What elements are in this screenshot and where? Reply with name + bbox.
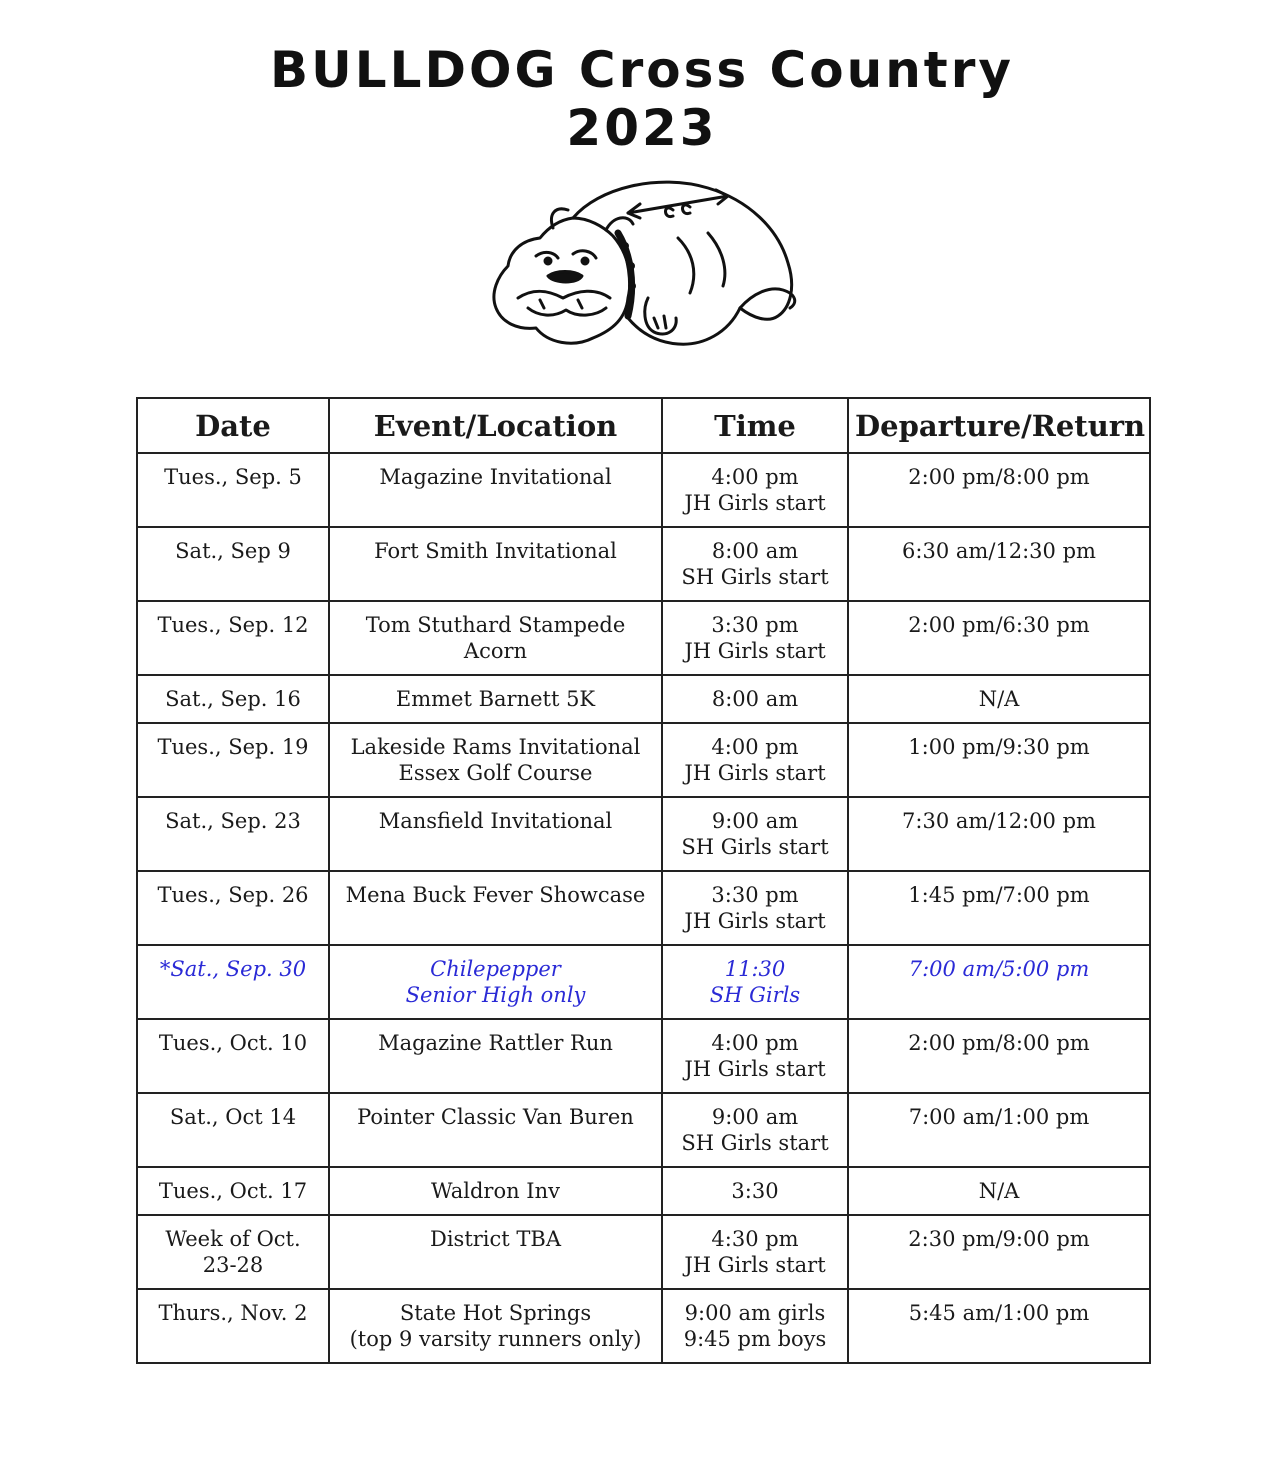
cell-event-line: Essex Golf Course bbox=[398, 761, 593, 785]
cell-time-line: 4:00 pm bbox=[711, 1031, 799, 1055]
cell-date-line: 23-28 bbox=[202, 1253, 264, 1277]
column-header-date: Date bbox=[137, 398, 329, 453]
cell-event-line: District TBA bbox=[429, 1227, 561, 1251]
cell-date bbox=[137, 1019, 329, 1093]
cell-event-line: State Hot Springs bbox=[399, 1301, 592, 1325]
cell-event-line: Mena Buck Fever Showcase bbox=[345, 883, 646, 907]
cell-departure bbox=[848, 723, 1150, 797]
table-row bbox=[137, 1019, 1150, 1093]
cell-event bbox=[329, 601, 662, 675]
schedule-table bbox=[136, 397, 1151, 1364]
cell-date bbox=[137, 945, 329, 1019]
cell-event bbox=[329, 1019, 662, 1093]
cell-event-line: Chilepepper bbox=[430, 957, 561, 981]
table-row bbox=[137, 797, 1150, 871]
schedule-body bbox=[137, 453, 1150, 1363]
cell-date-line: Sat., Sep. 23 bbox=[165, 809, 301, 833]
cell-time bbox=[662, 1215, 848, 1289]
cell-event-line: (top 9 varsity runners only) bbox=[349, 1327, 642, 1351]
cell-date bbox=[137, 1289, 329, 1363]
cell-time-line: JH Girls start bbox=[684, 1253, 826, 1277]
cell-time-line: JH Girls start bbox=[684, 491, 826, 515]
cell-time bbox=[662, 527, 848, 601]
cell-event bbox=[329, 1289, 662, 1363]
cell-time-line: 8:00 am bbox=[711, 687, 799, 711]
cell-date-line: Tues., Sep. 5 bbox=[164, 465, 302, 489]
cell-time-line: 3:30 pm bbox=[711, 883, 799, 907]
cell-time-line: 4:00 pm bbox=[711, 735, 799, 759]
cell-departure bbox=[848, 871, 1150, 945]
cell-event bbox=[329, 945, 662, 1019]
cell-time bbox=[662, 797, 848, 871]
cell-event-line: Mansfield Invitational bbox=[378, 809, 613, 833]
cell-departure-line: 2:30 pm/9:00 pm bbox=[908, 1227, 1090, 1251]
cell-date bbox=[137, 1215, 329, 1289]
cell-event bbox=[329, 723, 662, 797]
cell-event bbox=[329, 1093, 662, 1167]
cell-departure bbox=[848, 675, 1150, 723]
cell-time bbox=[662, 601, 848, 675]
cell-date-line: Sat., Oct 14 bbox=[169, 1105, 297, 1129]
cell-date bbox=[137, 871, 329, 945]
cell-time-line: 11:30 bbox=[724, 957, 786, 981]
cell-time bbox=[662, 453, 848, 527]
cell-time-line: 4:00 pm bbox=[711, 465, 799, 489]
cell-departure bbox=[848, 1289, 1150, 1363]
cell-time bbox=[662, 1093, 848, 1167]
cell-departure-line: 7:00 am/1:00 pm bbox=[908, 1105, 1090, 1129]
table-row bbox=[137, 675, 1150, 723]
cell-departure bbox=[848, 1215, 1150, 1289]
cell-event-line: Fort Smith Invitational bbox=[374, 539, 617, 563]
page-year: 2023 bbox=[566, 99, 718, 157]
cell-departure bbox=[848, 527, 1150, 601]
cell-date-line: Sat., Sep. 16 bbox=[165, 687, 301, 711]
cell-date bbox=[137, 797, 329, 871]
cell-departure-line: 7:00 am/5:00 pm bbox=[908, 957, 1090, 981]
cell-time-line: SH Girls start bbox=[681, 1131, 829, 1155]
cell-departure-line: 6:30 am/12:30 pm bbox=[902, 539, 1096, 563]
column-header-time: Time bbox=[662, 398, 848, 453]
cell-event bbox=[329, 797, 662, 871]
cell-date-line: Tues., Oct. 17 bbox=[158, 1179, 308, 1203]
cell-time bbox=[662, 1019, 848, 1093]
cell-departure-line: 2:00 pm/6:30 pm bbox=[908, 613, 1090, 637]
cell-date-line: Week of Oct. bbox=[165, 1227, 301, 1251]
cell-event-line: Magazine Invitational bbox=[379, 465, 612, 489]
cell-event bbox=[329, 527, 662, 601]
cell-time bbox=[662, 723, 848, 797]
cell-time-line: 3:30 bbox=[731, 1179, 779, 1203]
cell-event bbox=[329, 871, 662, 945]
cell-departure-line: N/A bbox=[978, 1179, 1020, 1203]
cell-event-line: Magazine Rattler Run bbox=[378, 1031, 613, 1055]
cell-time-line: 4:30 pm bbox=[711, 1227, 799, 1251]
cell-time bbox=[662, 1289, 848, 1363]
cell-date bbox=[137, 675, 329, 723]
cell-date-line: Tues., Sep. 12 bbox=[157, 613, 309, 637]
cell-date-line: Thurs., Nov. 2 bbox=[158, 1301, 308, 1325]
cell-date bbox=[137, 723, 329, 797]
cell-date-line: Tues., Oct. 10 bbox=[158, 1031, 308, 1055]
cell-departure-line: N/A bbox=[978, 687, 1020, 711]
column-header-event: Event/Location bbox=[329, 398, 662, 453]
cell-date bbox=[137, 1167, 329, 1215]
cell-time-line: 8:00 am bbox=[711, 539, 799, 563]
cell-time bbox=[662, 945, 848, 1019]
cell-date bbox=[137, 527, 329, 601]
cell-event-line: Pointer Classic Van Buren bbox=[357, 1105, 634, 1129]
cell-time bbox=[662, 871, 848, 945]
cell-event-line: Emmet Barnett 5K bbox=[395, 687, 596, 711]
table-header-row bbox=[137, 398, 1150, 453]
cell-event bbox=[329, 675, 662, 723]
cell-time-line: JH Girls start bbox=[684, 761, 826, 785]
cell-event-line: Senior High only bbox=[405, 983, 586, 1007]
cell-date bbox=[137, 1093, 329, 1167]
cell-departure bbox=[848, 601, 1150, 675]
cell-time-line: JH Girls start bbox=[684, 1057, 826, 1081]
cell-time-line: 9:00 am girls bbox=[684, 1301, 826, 1325]
cell-departure bbox=[848, 1167, 1150, 1215]
cell-event-line: Acorn bbox=[463, 639, 528, 663]
cell-time bbox=[662, 675, 848, 723]
table-row bbox=[137, 871, 1150, 945]
cell-departure bbox=[848, 1093, 1150, 1167]
cell-departure bbox=[848, 453, 1150, 527]
cell-departure-line: 5:45 am/1:00 pm bbox=[908, 1301, 1090, 1325]
cell-time-line: 9:00 am bbox=[711, 1105, 799, 1129]
table-row bbox=[137, 1289, 1150, 1363]
cell-time-line: 9:00 am bbox=[711, 809, 799, 833]
cell-event-line: Lakeside Rams Invitational bbox=[350, 735, 641, 759]
cell-date-line: Tues., Sep. 26 bbox=[157, 883, 309, 907]
cell-date bbox=[137, 601, 329, 675]
cell-time-line: SH Girls start bbox=[681, 835, 829, 859]
cell-time-line: JH Girls start bbox=[684, 639, 826, 663]
table-row bbox=[137, 945, 1150, 1019]
cell-event bbox=[329, 453, 662, 527]
cell-departure-line: 1:45 pm/7:00 pm bbox=[908, 883, 1090, 907]
cell-time-line: SH Girls bbox=[709, 983, 801, 1007]
table-row bbox=[137, 1093, 1150, 1167]
table-row bbox=[137, 601, 1150, 675]
cell-event bbox=[329, 1167, 662, 1215]
bulldog-mascot-icon bbox=[478, 158, 808, 368]
table-row bbox=[137, 1167, 1150, 1215]
table-row bbox=[137, 527, 1150, 601]
cell-date bbox=[137, 453, 329, 527]
cell-event bbox=[329, 1215, 662, 1289]
cell-departure bbox=[848, 1019, 1150, 1093]
cell-time bbox=[662, 1167, 848, 1215]
cell-time-line: SH Girls start bbox=[681, 565, 829, 589]
column-header-departure: Departure/Return bbox=[848, 398, 1150, 453]
cell-date-line: Tues., Sep. 19 bbox=[157, 735, 309, 759]
cell-departure bbox=[848, 945, 1150, 1019]
table-row bbox=[137, 1215, 1150, 1289]
cell-event-line: Tom Stuthard Stampede bbox=[365, 613, 626, 637]
page-title: BULLDOG Cross Country bbox=[270, 41, 1014, 99]
table-row bbox=[137, 723, 1150, 797]
cell-event-line: Waldron Inv bbox=[430, 1179, 560, 1203]
cell-date-line: *Sat., Sep. 30 bbox=[159, 957, 307, 981]
cell-time-line: 3:30 pm bbox=[711, 613, 799, 637]
cell-departure-line: 2:00 pm/8:00 pm bbox=[908, 465, 1090, 489]
cell-departure-line: 7:30 am/12:00 pm bbox=[902, 809, 1096, 833]
cell-departure-line: 2:00 pm/8:00 pm bbox=[908, 1031, 1090, 1055]
cell-date-line: Sat., Sep 9 bbox=[175, 539, 291, 563]
cell-departure bbox=[848, 797, 1150, 871]
table-row bbox=[137, 453, 1150, 527]
cell-time-line: 9:45 pm boys bbox=[683, 1327, 827, 1351]
cell-departure-line: 1:00 pm/9:30 pm bbox=[908, 735, 1090, 759]
cell-time-line: JH Girls start bbox=[684, 909, 826, 933]
